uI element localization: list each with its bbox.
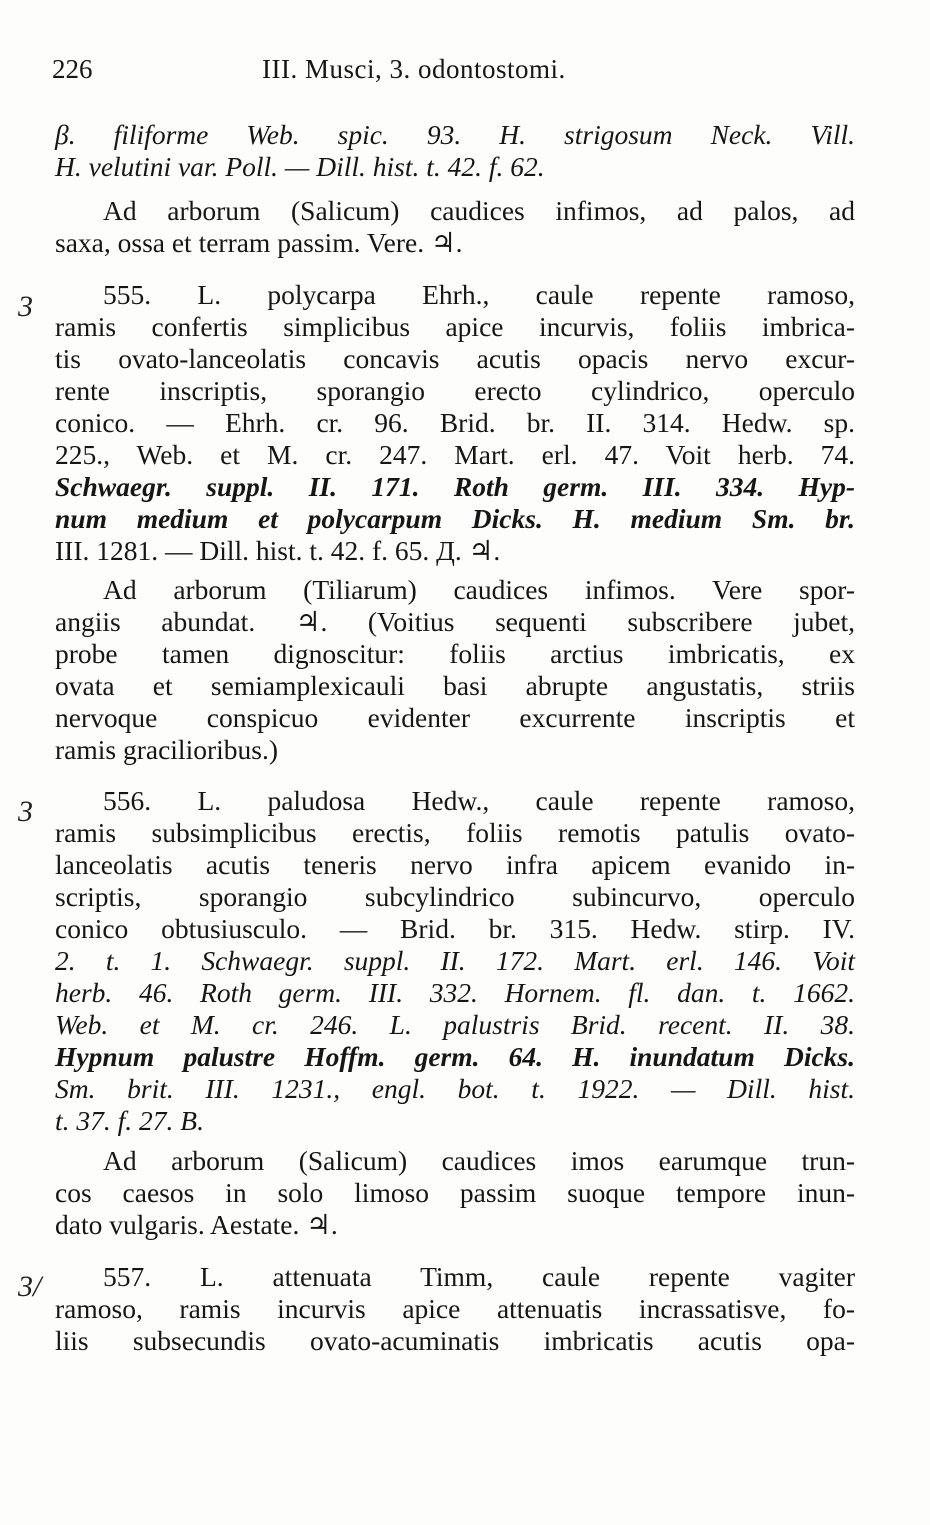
text-line: dato vulgaris. Aestate. ♃. — [55, 1209, 338, 1240]
text-line: III. 1281. — Dill. hist. t. 42. f. 65. Д. ♃. — [55, 535, 501, 566]
text-line: Sm. brit. III. 1231., engl. bot. t. 1922. — Dill. hist. — [55, 1073, 855, 1104]
text-line: Schwaegr. suppl. II. 171. Roth germ. III. 334. Hyp- — [55, 471, 855, 502]
text-line: scriptis, sporangio subcylindrico subincurvo, operculo — [55, 881, 855, 912]
text-line: tis ovato-lanceolatis concavis acutis opacis nervo excur- — [55, 343, 855, 374]
text-line: H. velutini var. Poll. — Dill. hist. t. 42. f. 62. — [55, 151, 545, 182]
text-line: rente inscriptis, sporangio erecto cylindrico, operculo — [55, 375, 855, 406]
text-line: conico obtusiusculo. — Brid. br. 315. Hedw. stirp. IV. — [55, 913, 855, 944]
text-line: ramis confertis simplicibus apice incurvis, foliis imbrica- — [55, 311, 855, 342]
text-line: ramoso, ramis incurvis apice attenuatis incrassatisve, fo- — [55, 1293, 855, 1324]
margin-annotation: 3 — [18, 290, 33, 323]
running-head: III. Musci, 3. odontostomi. — [262, 54, 566, 84]
text-line: Ad arborum (Salicum) caudices imos earumque trun- — [103, 1145, 855, 1176]
text-line: t. 37. f. 27. B. — [55, 1105, 204, 1136]
text-line: probe tamen dignoscitur: foliis arctius imbricatis, ex — [55, 638, 855, 669]
text-line: saxa, ossa et terram passim. Vere. ♃. — [55, 227, 463, 258]
text-line: liis subsecundis ovato-acuminatis imbricatis acutis opa- — [55, 1325, 855, 1356]
text-line: conico. — Ehrh. cr. 96. Brid. br. II. 314. Hedw. sp. — [55, 407, 855, 438]
text-line: Ad arborum (Salicum) caudices infimos, ad palos, ad — [103, 195, 855, 226]
text-line: ramis subsimplicibus erectis, foliis remotis patulis ovato- — [55, 817, 855, 848]
text-line: 225., Web. et M. cr. 247. Mart. erl. 47. Voit herb. 74. — [55, 439, 855, 470]
species-heading-557: 557. L. attenuata Timm, caule repente vagiter — [103, 1261, 855, 1292]
text-line: num medium et polycarpum Dicks. H. medium Sm. br. — [55, 503, 855, 534]
page-number: 226 — [52, 54, 93, 84]
text-line: cos caesos in solo limoso passim suoque tempore inun- — [55, 1177, 855, 1208]
text-line: ramis gracilioribus.) — [55, 734, 278, 765]
species-heading-555: 555. L. polycarpa Ehrh., caule repente ramoso, — [103, 279, 855, 310]
text-line: herb. 46. Roth germ. III. 332. Hornem. fl. dan. t. 1662. — [55, 977, 855, 1008]
text-line: Ad arborum (Tiliarum) caudices infimos. Vere spor- — [103, 574, 855, 605]
text-line: lanceolatis acutis teneris nervo infra apicem evanido in- — [55, 849, 855, 880]
text-line: β. filiforme Web. spic. 93. H. strigosum Neck. Vill. — [55, 119, 855, 150]
text-line: nervoque conspicuo evidenter excurrente inscriptis et — [55, 702, 855, 733]
page-header — [52, 54, 862, 98]
text-line: Web. et M. cr. 246. L. palustris Brid. recent. II. 38. — [55, 1009, 855, 1040]
text-line: Hypnum palustre Hoffm. germ. 64. H. inundatum Dicks. — [55, 1041, 855, 1072]
margin-annotation: 3/ — [18, 1270, 42, 1303]
text-line: ovata et semiamplexicauli basi abrupte angustatis, striis — [55, 670, 855, 701]
species-heading-556: 556. L. paludosa Hedw., caule repente ramoso, — [103, 785, 855, 816]
text-line: angiis abundat. ♃. (Voitius sequenti subscribere jubet, — [55, 606, 855, 637]
margin-annotation: 3 — [18, 795, 33, 828]
text-line: 2. t. 1. Schwaegr. suppl. II. 172. Mart. erl. 146. Voit — [55, 945, 855, 976]
